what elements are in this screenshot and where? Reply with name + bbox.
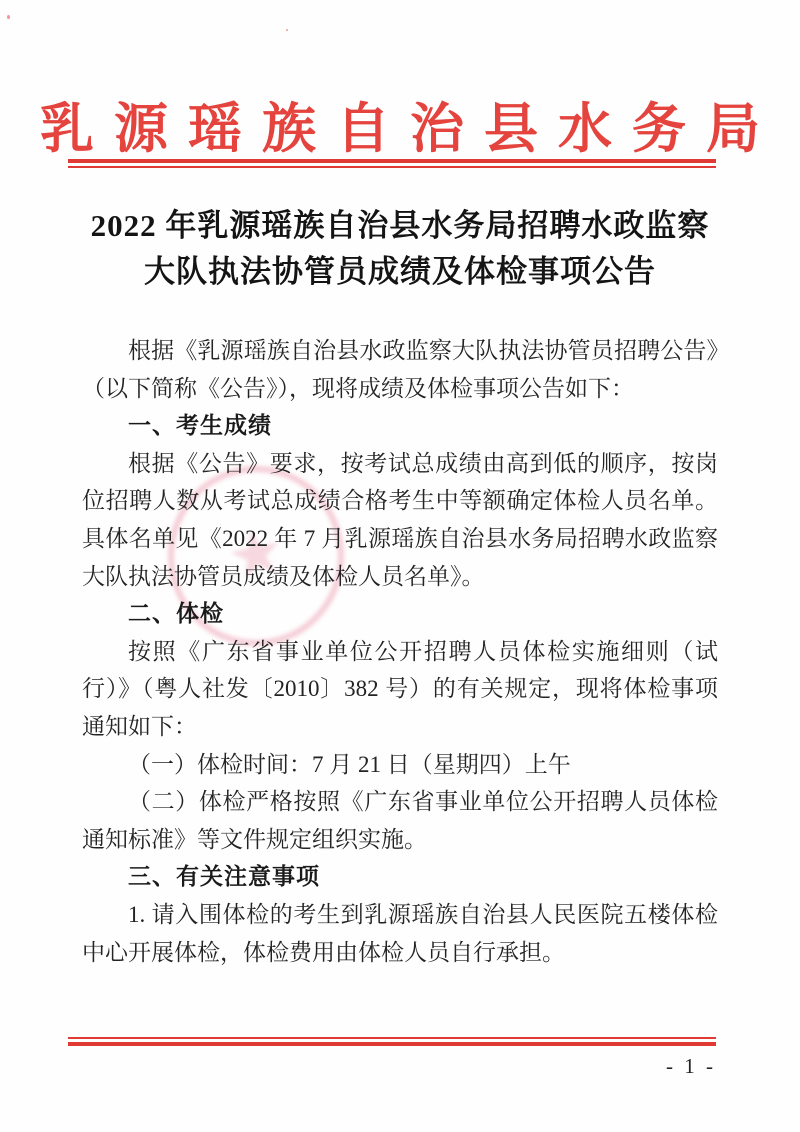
document-title-line1: 2022 年乳源瑶族自治县水务局招聘水政监察 <box>90 208 710 243</box>
paragraph-intro: 根据《乳源瑶族自治县水政监察大队执法协管员招聘公告》（以下简称《公告》），现将成绩及体检事项公告如下： <box>82 338 718 401</box>
heading-section-3-notes: 三、有关注意事项 <box>128 863 320 890</box>
paragraph-physical-rules: 按照《广东省事业单位公开招聘人员体检实施细则（试行）》（粤人社发〔2010〕382 号）的有关规定，现将体检事项通知如下： <box>82 638 718 739</box>
paragraph-physical-standard: （二）体检严格按照《广东省事业单位公开招聘人员体检通知标准》等文件规定组织实施。 <box>82 789 718 852</box>
document-title <box>0 203 800 295</box>
letterhead-org-name: 乳源瑶族自治县水务局 <box>40 99 780 159</box>
document-body <box>82 332 718 971</box>
paragraph-note-1: 1. 请入围体检的考生到乳源瑶族自治县人民医院五楼体检中心开展体检，体检费用由体检人员自行承担。 <box>82 901 718 965</box>
scan-speck <box>7 15 10 19</box>
heading-section-2-physical: 二、体检 <box>128 600 224 627</box>
paragraph-scores: 根据《公告》要求，按考试总成绩由高到低的顺序，按岗位招聘人数从考试总成绩合格考生中等额确定体检人员名单。具体名单见《2022 年 7 月乳源瑶族自治县水务局招聘水政监察大队执法协管员成绩及体检人员名单》。 <box>82 450 718 589</box>
header-rule <box>68 159 716 168</box>
document-title-line2: 大队执法协管员成绩及体检事项公告 <box>144 254 656 289</box>
scan-speck <box>286 29 288 31</box>
header-rule-thin <box>68 166 716 168</box>
seal-star-icon: ★ <box>220 512 292 597</box>
footer-rule-thick <box>68 1042 716 1046</box>
paragraph-physical-time: （一）体检时间：7 月 21 日（星期四）上午 <box>128 751 571 777</box>
heading-section-1-scores: 一、考生成绩 <box>128 412 272 439</box>
page-number: - 1 - <box>666 1054 716 1078</box>
footer-rule <box>68 1037 716 1046</box>
